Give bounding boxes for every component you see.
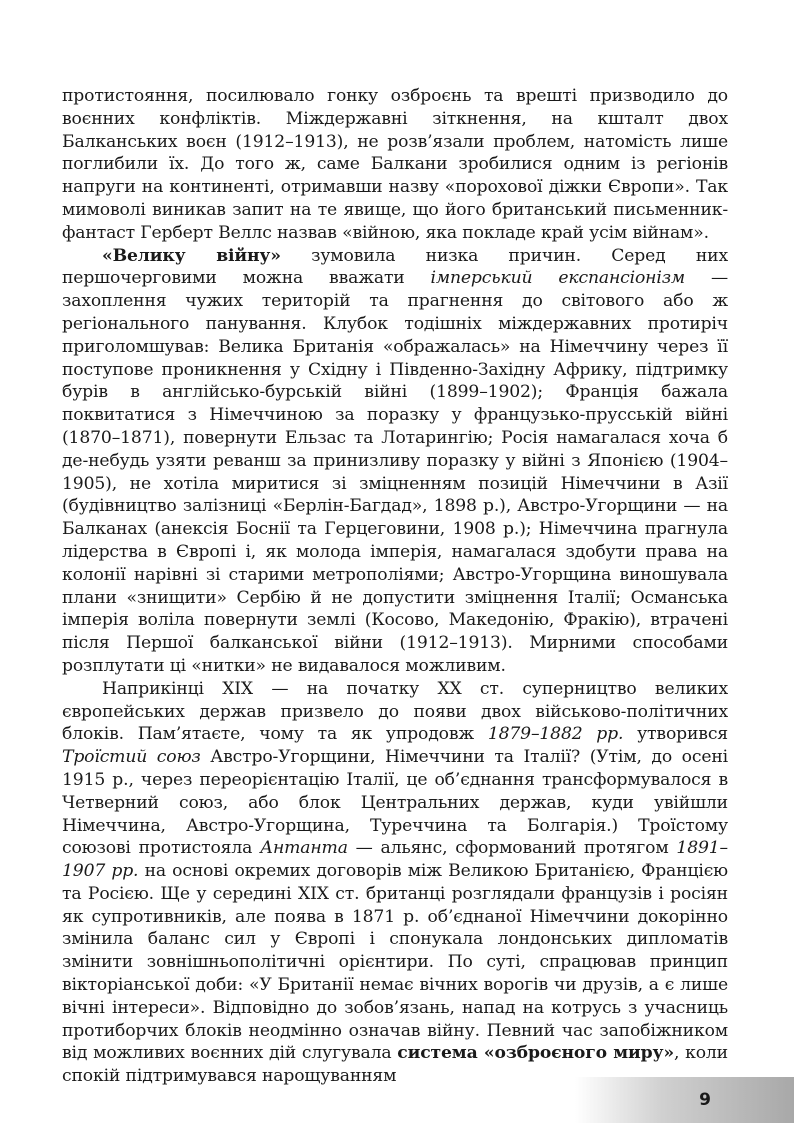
paragraph-3-run-3: утворився — [623, 724, 728, 745]
paragraph-3-run-7: — альянс, сформований протягом — [347, 838, 677, 859]
paragraph-1-run-1: протистояння, посилювало гонку озброєнь та врешті призводило до воєнних конфліктів. Міждержавні зіткнення, на кшталт двох Балканських воєн (1912–1913), не розв’язали проблем, натомість лише поглибили їх. До того ж, саме Балкани зробилися одним із регіонів напруги на континенті, отримавши назву «порохової діжки Європи». Так мимоволі виникав запит на те явище, що його британський письменник-фантаст Герберт Веллс назвав «війною, яка покладе край усім війнам». — [62, 86, 728, 243]
paragraph-2 — [62, 245, 728, 678]
paragraph-1 — [62, 85, 728, 245]
paragraph-2-run-2: зумовила низка причин. Серед них першочерговими можна вважати — [62, 245, 728, 289]
paragraph-3-date-triple-alliance: 1879–1882 рр. — [487, 724, 624, 745]
paragraph-3-run-9: на основі окремих договорів між Великою Британією, Францією та Росією. Ще у середині XIX ст. британці розглядали французів і росіян як супротивників, але поява в 1871 р. об’єднаної Німеччини докорінно змінила баланс сил у Європі і спонукала лондонських дипломатів змінити зовнішньополітичні орієнтири. По суті, спрацював принцип вікторіанської доби: «У Британії немає вічних ворогів чи друзів, а є лише вічні інтереси». Відповідно до зобов’язань, напад на котрусь з учасниць протиборчих блоків неодмінно означав війну. Певний час запобіжником від можливих воєнних дій слугувала — [62, 861, 728, 1064]
paragraph-3 — [62, 678, 728, 1088]
page-body — [62, 85, 728, 1088]
paragraph-3-run-1: Наприкінці XIX — на початку XX ст. суперництво великих європейських держав призвело до появи двох військово-політичних блоків. Пам’ятаєте, чому та як упродовж — [62, 678, 728, 745]
paragraph-3-run-11: , коли спокій підтримувався нарощуванням — [62, 1043, 728, 1087]
paragraph-2-term-great-war: «Велику війну» — [102, 245, 281, 266]
page-number: 9 — [699, 1090, 711, 1110]
paragraph-3-term-entente: Антанта — [260, 838, 348, 859]
paragraph-3-date-entente: 1891–1907 рр. — [62, 838, 728, 882]
paragraph-3-term-triple-alliance: Троїстий союз — [62, 747, 201, 768]
paragraph-3-term-armed-peace: система «озброєного миру» — [397, 1043, 674, 1064]
paragraph-2-term-imperialism: імперський експансіонізм — [430, 268, 686, 289]
footer-gradient-bar — [575, 1077, 794, 1123]
paragraph-2-run-4: — захоплення чужих територій та прагнення до світового або ж регіонального панування. Клубок тодішніх міждержавних протиріч приголомшував: Велика Британія «ображалась» на Німеччину через її поступове проникнення у Східну і Південно-Західну Африку, підтримку бурів в англійсько-бурській війні (1899–1902); Франція бажала поквитатися з Німеччиною за поразку у французько-прусській війні (1870–1871), повернути Ельзас та Лотарингію; Росія намагалася хоча б де-небудь узяти реванш за принизливу поразку у війні з Японією (1904–1905), не хотіла миритися зі зміцненням позицій Німеччини в Азії (будівництво залізниці «Берлін-Багдад», 1898 р.), Австро-Угорщини — на Балканах (анексія Боснії та Герцеговини, 1908 р.); Німеччина прагнула лідерства в Європі і, як молода імперія, намагалася здобути права на колонії нарівні зі старими метрополіями; Австро-Угорщина виношувала плани «знищити» Сербію й не допустити зміцнення Італії; Османська імперія воліла повернути землі (Косово, Македонію, Фракію), втрачені після Першої балканської війни (1912–1913). Мирними способами розплутати ці «нитки» не видавалося можливим. — [62, 268, 728, 676]
paragraph-3-run-5: Австро-Угорщини, Німеччини та Італії? (Утім, до осені 1915 р., через переорієнтацію Італії, це об’єднання трансформувалося в Четверний союз, або блок Центральних держав, куди увійшли Німеччина, Австро-Угорщина, Туреччина та Болгарія.) Троїстому союзові протистояла — [62, 747, 728, 859]
